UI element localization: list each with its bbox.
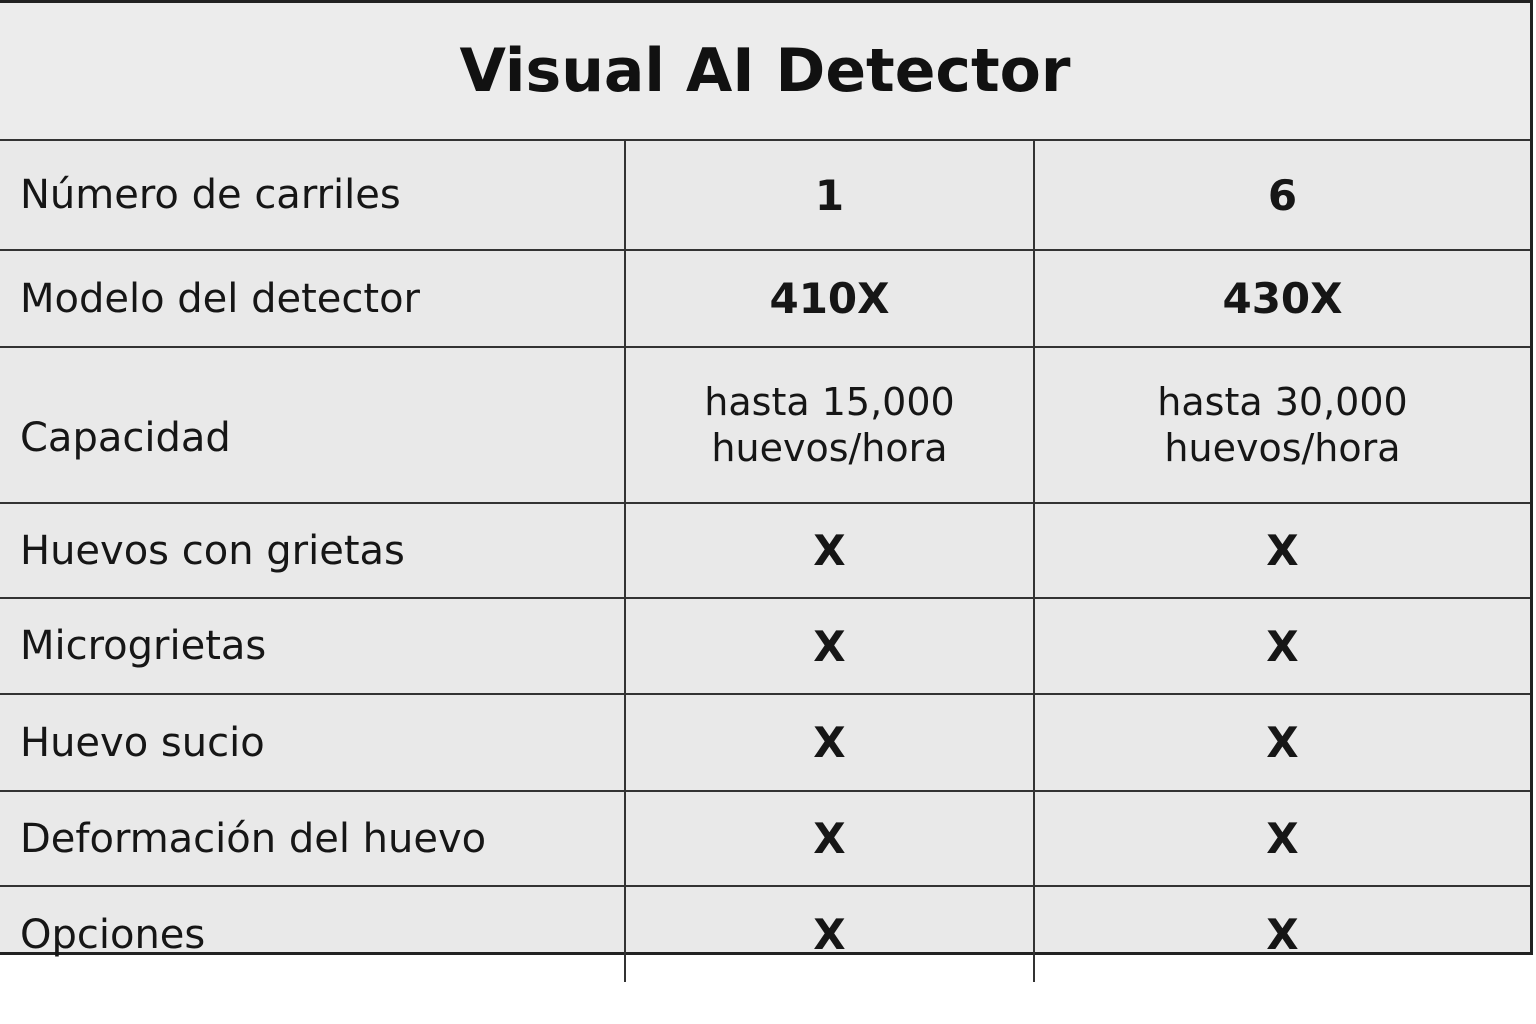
table-row: [0, 791, 1530, 886]
table-row: [0, 250, 1530, 347]
table-row: [0, 503, 1530, 598]
capacity-430x-line1: hasta 30,000: [1157, 380, 1408, 424]
check-mark: X: [625, 886, 1034, 982]
table-row: [0, 598, 1530, 694]
table-row: [0, 141, 1530, 250]
table-row: [0, 886, 1530, 982]
check-mark: X: [625, 791, 1034, 886]
spec-table: [0, 141, 1530, 982]
title-row: [0, 3, 1530, 141]
check-mark: X: [625, 694, 1034, 791]
page-title: Visual AI Detector: [459, 36, 1071, 106]
capacity-430x-line2: huevos/hora: [1164, 426, 1401, 470]
check-mark: X: [1034, 694, 1530, 791]
row-label: Deformación del huevo: [0, 791, 625, 886]
capacity-410x: [625, 347, 1034, 503]
row-label: Huevos con grietas: [0, 503, 625, 598]
capacity-430x: [1034, 347, 1530, 503]
capacity-410x-line2: huevos/hora: [711, 426, 948, 470]
table-row: [0, 694, 1530, 791]
model-410x: 410X: [625, 250, 1034, 347]
check-mark: X: [625, 598, 1034, 694]
check-mark: X: [1266, 910, 1299, 959]
lane-count-430x: 6: [1034, 141, 1530, 250]
capacity-410x-line1: hasta 15,000: [704, 380, 955, 424]
model-430x: 430X: [1034, 250, 1530, 347]
check-mark: X: [1034, 791, 1530, 886]
row-label: Microgrietas: [0, 598, 625, 694]
table-row: [0, 347, 1530, 503]
row-label: Número de carriles: [0, 141, 625, 250]
row-label: Opciones: [0, 886, 625, 982]
row-label: Modelo del detector: [0, 250, 625, 347]
check-mark: X: [1034, 503, 1530, 598]
lane-count-410x: 1: [625, 141, 1034, 250]
row-label: Huevo sucio: [0, 694, 625, 791]
check-mark: X: [1034, 598, 1530, 694]
row-label: Capacidad: [0, 347, 625, 503]
check-mark: X: [625, 503, 1034, 598]
